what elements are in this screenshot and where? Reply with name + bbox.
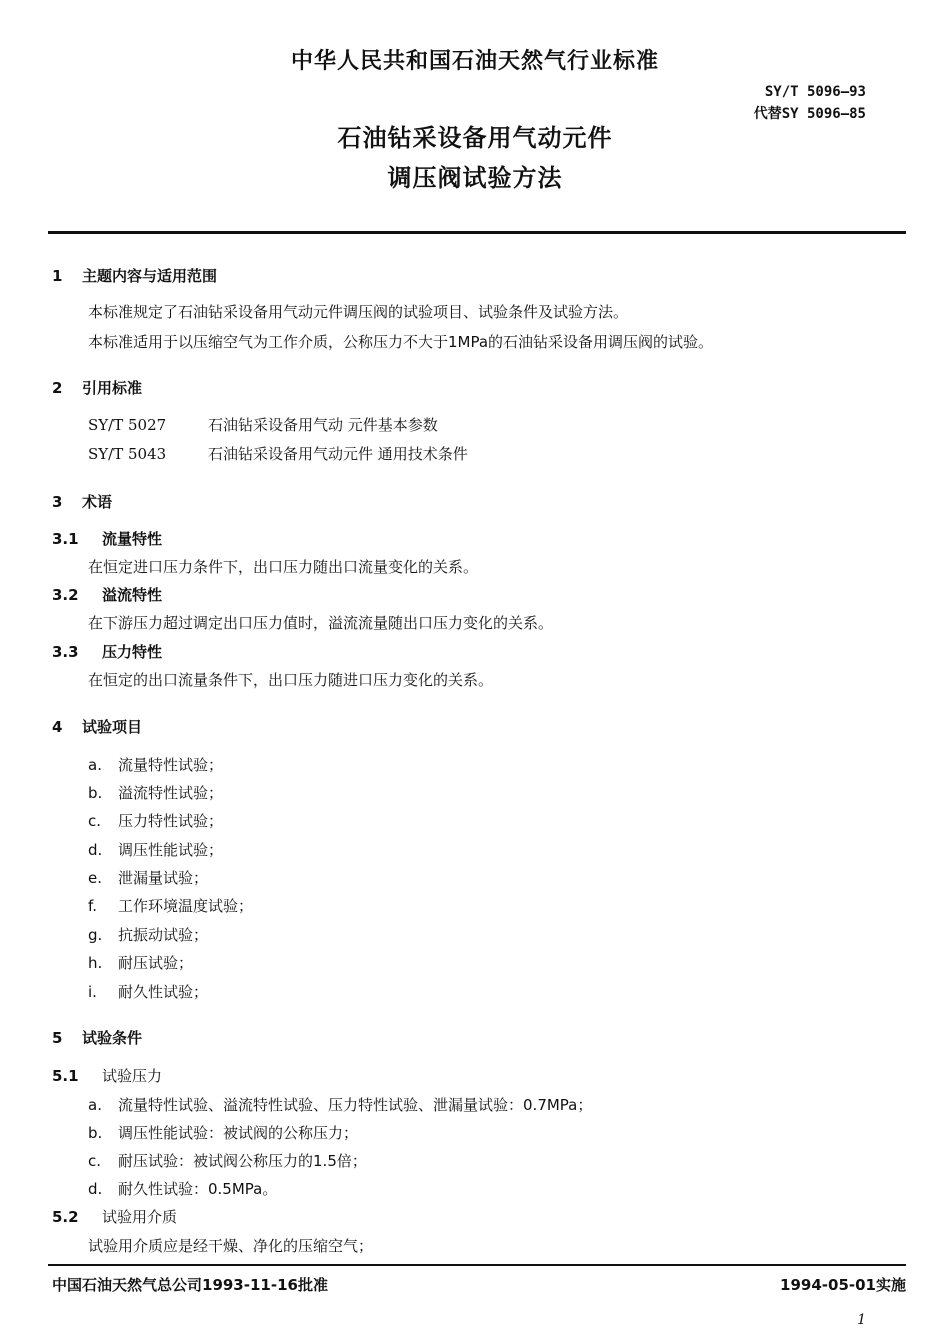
- paragraph: 在下游压力超过调定出口压力值时，溢流流量随出口压力变化的关系。: [88, 614, 554, 632]
- paragraph: 在恒定进口压力条件下，出口压力随出口流量变化的关系。: [88, 558, 479, 576]
- list-item: [88, 981, 208, 1002]
- list-text: 抗振动试验；: [118, 926, 209, 944]
- list-item: [88, 867, 208, 888]
- reference-code: SY/T 5027: [88, 416, 167, 434]
- list-marker: d.: [88, 1180, 103, 1198]
- list-marker: a.: [88, 756, 102, 774]
- list-text: 耐久性试验；: [118, 983, 209, 1001]
- section-number: 4: [52, 718, 63, 736]
- list-marker: g.: [88, 926, 103, 944]
- list-item: [88, 1122, 358, 1143]
- reference-item: [88, 414, 438, 435]
- section-title: 引用标准: [82, 379, 143, 397]
- section-1-heading: [52, 265, 217, 286]
- subsection-number: 3.2: [52, 586, 79, 604]
- list-item: [88, 782, 223, 803]
- section-2-heading: [52, 377, 142, 398]
- subsection-title: 试验压力: [102, 1067, 163, 1085]
- section-title: 试验项目: [82, 718, 143, 736]
- reference-item: [88, 443, 468, 464]
- list-text: 工作环境温度试验；: [118, 897, 254, 915]
- approval-note: 中国石油天然气总公司1993-11-16批准: [52, 1276, 328, 1294]
- list-item: [88, 924, 208, 945]
- section-number: 2: [52, 379, 63, 397]
- list-marker: e.: [88, 869, 102, 887]
- section-number: 5: [52, 1029, 63, 1047]
- subsection-number: 5.1: [52, 1067, 79, 1085]
- reference-title: 石油钻采设备用气动 元件基本参数: [208, 416, 438, 434]
- list-item: [88, 1178, 277, 1199]
- list-text: 溢流特性试验；: [118, 784, 224, 802]
- section-5-heading: [52, 1027, 142, 1048]
- header-rule: [48, 231, 906, 234]
- subsection-title: 溢流特性: [102, 586, 163, 604]
- subsection-heading: [52, 1065, 162, 1086]
- subsection-heading: [52, 641, 162, 662]
- list-marker: b.: [88, 784, 103, 802]
- reference-code: SY/T 5043: [88, 445, 167, 463]
- list-text: 压力特性试验；: [118, 812, 224, 830]
- section-4-heading: [52, 716, 142, 737]
- section-3-heading: [52, 491, 112, 512]
- paragraph: 本标准适用于以压缩空气为工作介质，公称压力不大于1MPa的石油钻采设备用调压阀的试验。: [88, 333, 714, 351]
- list-marker: a.: [88, 1096, 102, 1114]
- subsection-title: 压力特性: [102, 643, 163, 661]
- subsection-title: 试验用介质: [102, 1208, 178, 1226]
- list-marker: d.: [88, 841, 103, 859]
- section-number: 3: [52, 493, 63, 511]
- section-title: 试验条件: [82, 1029, 143, 1047]
- list-item: [88, 895, 253, 916]
- replaces-code: 代替SY 5096—85: [753, 106, 866, 122]
- subsection-number: 3.3: [52, 643, 79, 661]
- reference-title: 石油钻采设备用气动元件 通用技术条件: [208, 445, 468, 463]
- document-title-line1: 石油钻采设备用气动元件: [337, 124, 613, 152]
- list-marker: f.: [88, 897, 97, 915]
- list-marker: c.: [88, 1152, 102, 1170]
- list-marker: c.: [88, 812, 102, 830]
- subsection-heading: [52, 1206, 177, 1227]
- list-item: [88, 810, 223, 831]
- list-item: [88, 754, 223, 775]
- subsection-title: 流量特性: [102, 530, 163, 548]
- subsection-number: 3.1: [52, 530, 79, 548]
- list-text: 耐久性试验：0.5MPa。: [118, 1180, 278, 1198]
- list-text: 调压性能试验；: [118, 841, 224, 859]
- effective-date: 1994-05-01实施: [780, 1276, 906, 1294]
- list-item: [88, 952, 193, 973]
- section-title: 术语: [82, 493, 113, 511]
- subsection-heading: [52, 528, 162, 549]
- list-item: [88, 839, 223, 860]
- section-title: 主题内容与适用范围: [82, 267, 218, 285]
- list-marker: b.: [88, 1124, 103, 1142]
- paragraph: 试验用介质应是经干燥、净化的压缩空气；: [88, 1237, 374, 1255]
- subsection-heading: [52, 584, 162, 605]
- list-text: 流量特性试验；: [118, 756, 224, 774]
- list-item: [88, 1150, 367, 1171]
- subsection-number: 5.2: [52, 1208, 79, 1226]
- footer-rule: [48, 1264, 906, 1266]
- paragraph: 本标准规定了石油钻采设备用气动元件调压阀的试验项目、试验条件及试验方法。: [88, 303, 629, 321]
- issuing-body-heading: 中华人民共和国石油天然气行业标准: [290, 49, 659, 74]
- list-text: 流量特性试验、溢流特性试验、压力特性试验、泄漏量试验：0.7MPa；: [118, 1096, 593, 1114]
- list-text: 耐压试验；: [118, 954, 194, 972]
- standard-code: SY/T 5096—93: [764, 84, 866, 100]
- document-title-line2: 调压阀试验方法: [387, 164, 563, 192]
- list-text: 泄漏量试验；: [118, 869, 209, 887]
- list-item: [88, 1094, 592, 1115]
- list-marker: i.: [88, 983, 97, 1001]
- section-number: 1: [52, 267, 63, 285]
- list-marker: h.: [88, 954, 103, 972]
- list-text: 耐压试验：被试阀公称压力的1.5倍；: [118, 1152, 367, 1170]
- list-text: 调压性能试验：被试阀的公称压力；: [118, 1124, 359, 1142]
- paragraph: 在恒定的出口流量条件下，出口压力随进口压力变化的关系。: [88, 671, 494, 689]
- page-number: 1: [857, 1312, 866, 1328]
